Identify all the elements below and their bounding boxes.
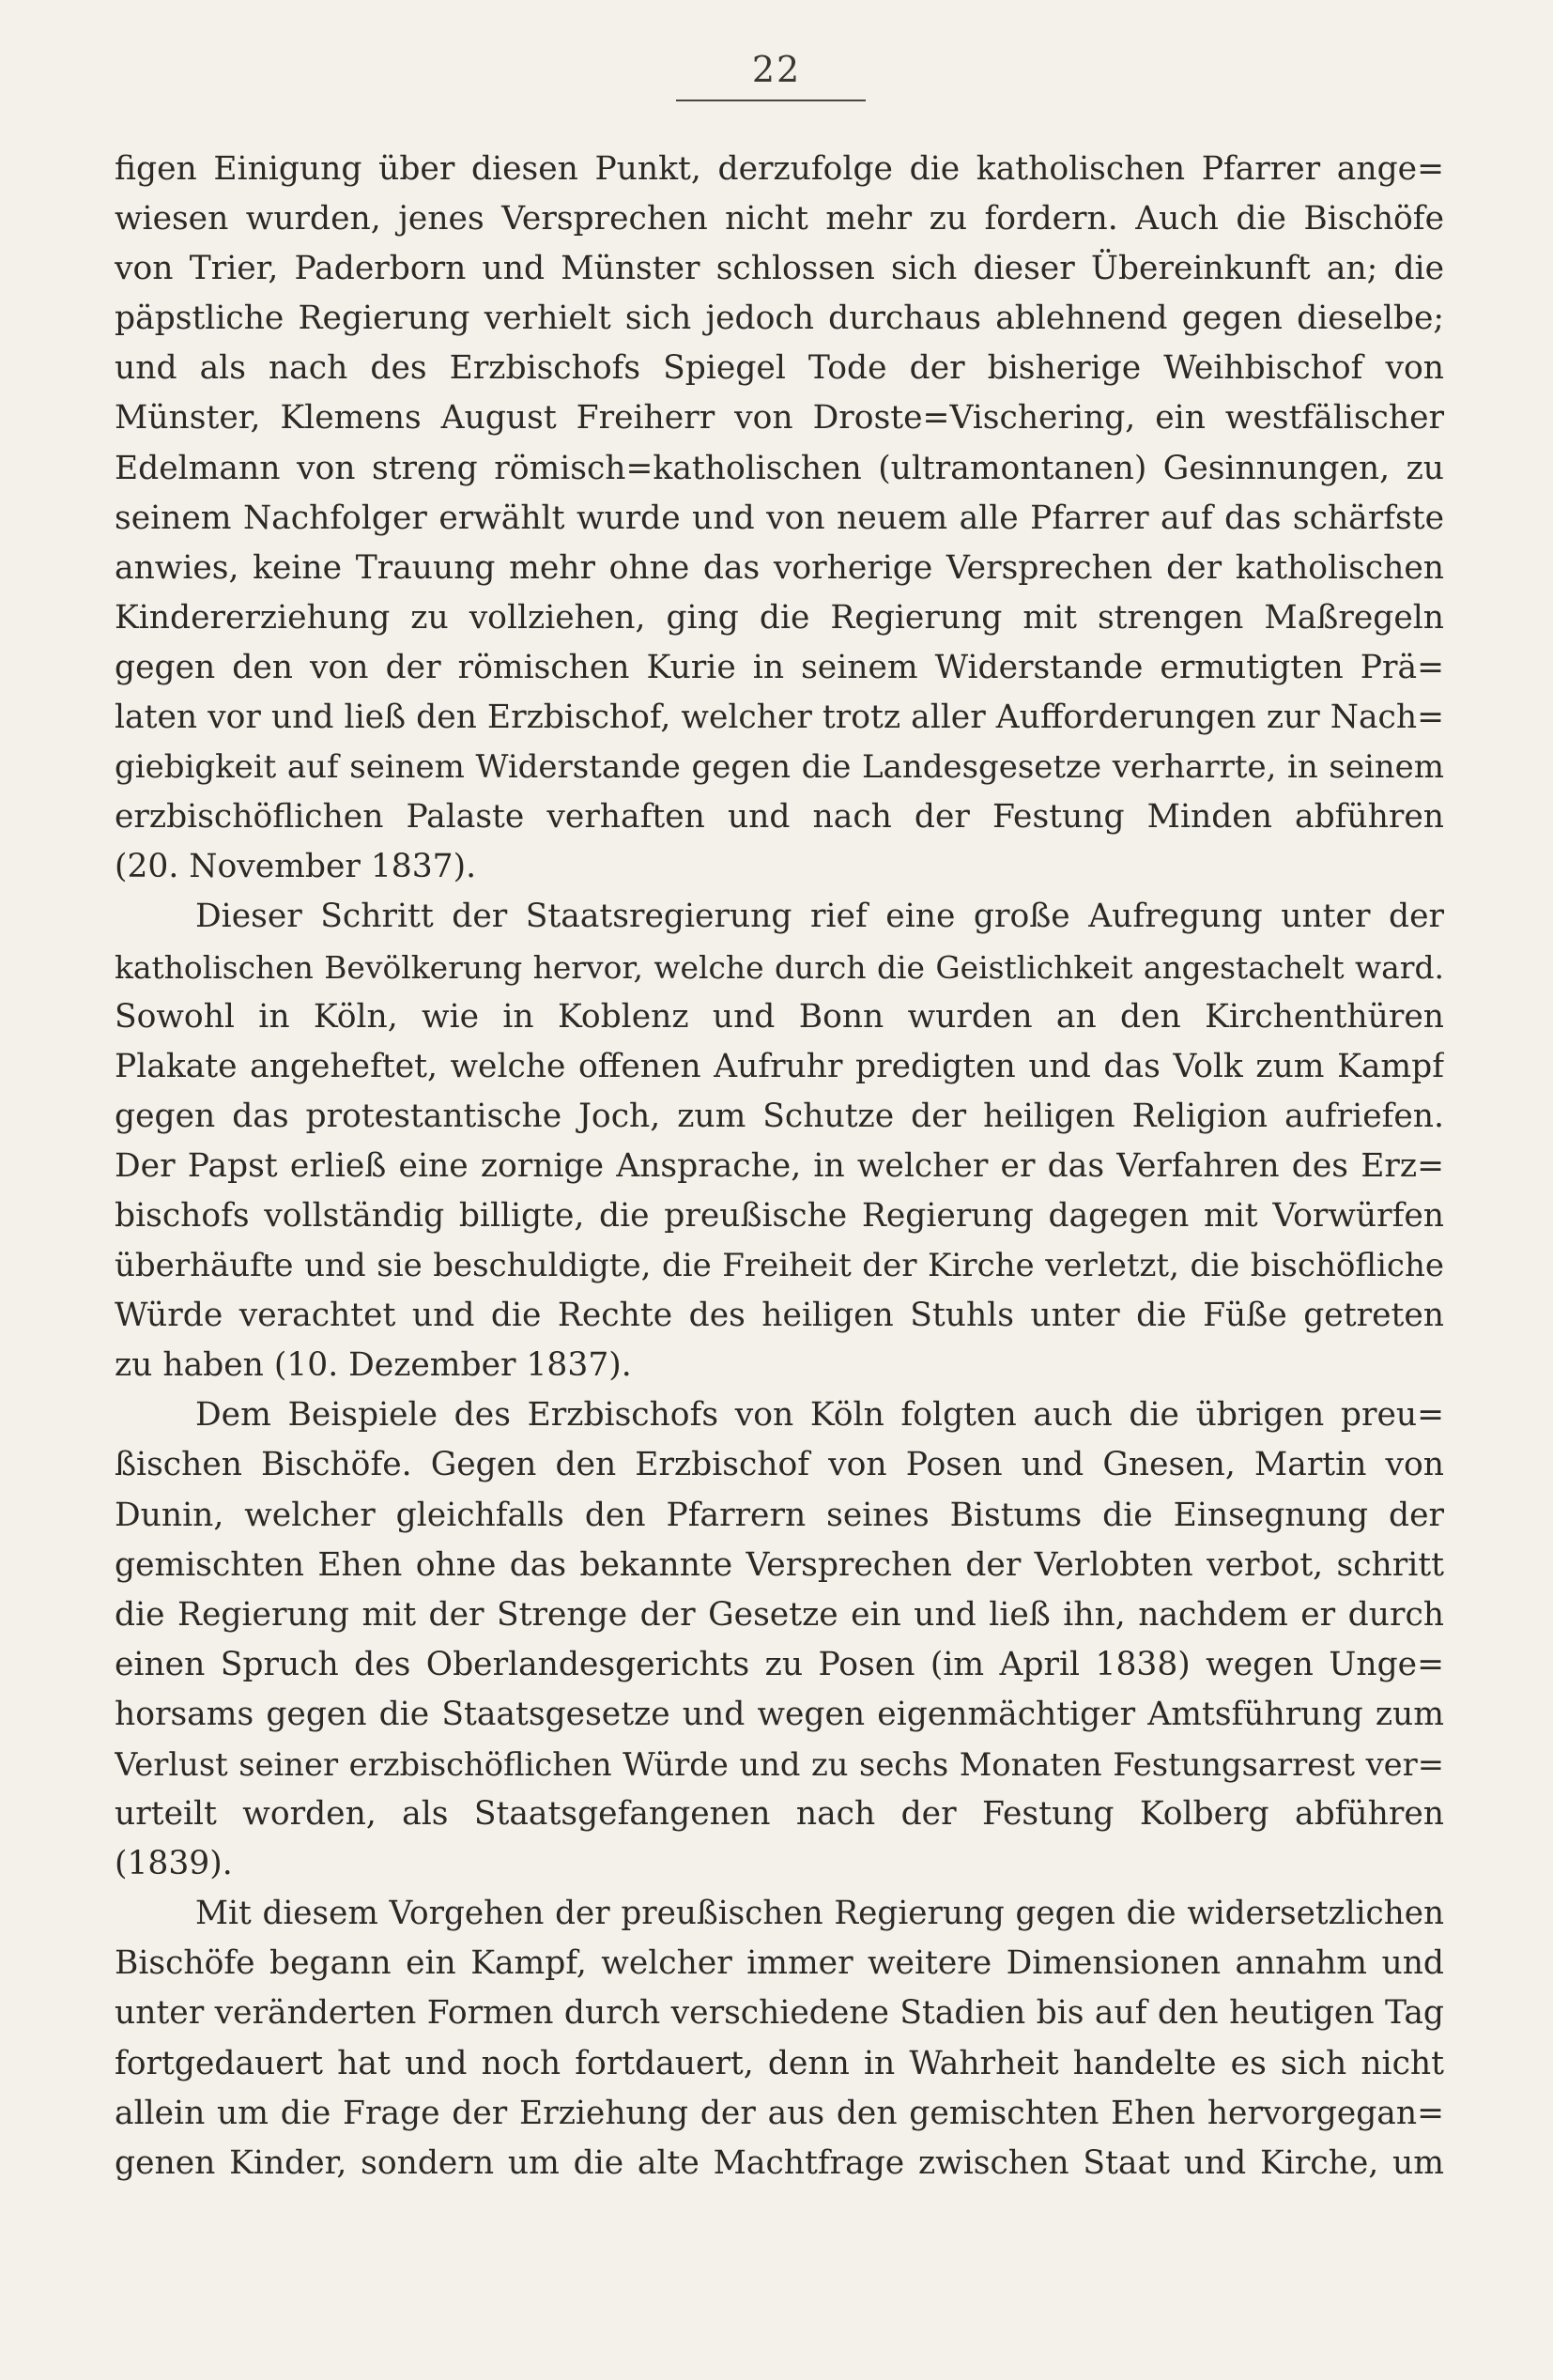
text-line: bischofs vollständig billigte, die preußische Regierung dagegen mit Vorwürfen <box>115 1196 1444 1235</box>
text-line: überhäufte und sie beschuldigte, die Freiheit der Kirche verletzt, die bischöfliche <box>115 1247 1444 1285</box>
text-line: seinem Nachfolger erwählt wurde und von neuem alle Pfarrer auf das schärfste <box>115 499 1444 537</box>
text-line: gemischten Ehen ohne das bekannte Versprechen der Verlobten verbot, schritt <box>115 1545 1444 1584</box>
text-line: allein um die Frage der Erziehung der aus den gemischten Ehen hervorgegan= <box>115 2094 1444 2132</box>
text-line: unter veränderten Formen durch verschiedene Stadien bis auf den heutigen Tag <box>115 1994 1444 2033</box>
text-line: laten vor und ließ den Erzbischof, welcher trotz aller Aufforderungen zur Nach= <box>115 699 1444 737</box>
text-line: Plakate angeheftet, welche offenen Aufruhr predigten und das Volk zum Kampf <box>115 1047 1444 1085</box>
text-line: Würde verachtet und die Rechte des heiligen Stuhls unter die Füße getreten <box>115 1297 1444 1335</box>
text-line: von Trier, Paderborn und Münster schlossen sich dieser Übereinkunft an; die <box>115 250 1444 288</box>
body-text <box>115 145 1444 2188</box>
text-line: Mit diesem Vorgehen der preußischen Regierung gegen die widersetzlichen <box>195 1895 1444 1933</box>
text-line: Bischöfe begann ein Kampf, welcher immer weitere Dimensionen annahm und <box>115 1944 1444 1983</box>
text-line: Edelmann von streng römisch=katholischen (ultramontanen) Gesinnungen, zu <box>115 449 1444 487</box>
text-line: Sowohl in Köln, wie in Koblenz und Bonn wurden an den Kirchenthüren <box>115 997 1444 1036</box>
text-line: zu haben (10. Dezember 1837). <box>115 1346 632 1385</box>
text-line: urteilt worden, als Staatsgefangenen nach der Festung Kolberg abführen <box>115 1795 1444 1834</box>
text-line: Kindererziehung zu vollziehen, ging die Regierung mit strengen Maßregeln <box>115 598 1444 637</box>
text-line: giebigkeit auf seinem Widerstande gegen die Landesgesetze verharrte, in seinem <box>115 748 1444 787</box>
text-line: Dunin, welcher gleichfalls den Pfarrern seines Bistums die Einsegnung der <box>115 1496 1444 1534</box>
text-line: katholischen Bevölkerung hervor, welche durch die Geistlichkeit angestachelt ward. <box>115 948 1444 986</box>
text-line: erzbischöflichen Palaste verhaften und nach der Festung Minden abführen <box>115 798 1444 837</box>
text-line: genen Kinder, sondern um die alte Machtfrage zwischen Staat und Kirche, um <box>115 2143 1444 2182</box>
text-line: gegen das protestantische Joch, zum Schutze der heiligen Religion aufriefen. <box>115 1097 1444 1135</box>
text-line: wiesen wurden, jenes Versprechen nicht mehr zu fordern. Auch die Bischöfe <box>115 200 1444 238</box>
header-rule <box>676 100 866 101</box>
text-line: ßischen Bischöfe. Gegen den Erzbischof von Posen und Gnesen, Martin von <box>115 1446 1444 1484</box>
text-line: Dieser Schritt der Staatsregierung rief eine große Aufregung unter der <box>195 898 1444 936</box>
text-line: anwies, keine Trauung mehr ohne das vorherige Versprechen der katholischen <box>115 548 1444 587</box>
text-line: päpstliche Regierung verhielt sich jedoch durchaus ablehnend gegen dieselbe; <box>115 299 1444 338</box>
text-line: und als nach des Erzbischofs Spiegel Tode der bisherige Weihbischof von <box>115 349 1444 388</box>
text-line: horsams gegen die Staatsgesetze und wegen eigenmächtiger Amtsführung zum <box>115 1695 1444 1733</box>
text-line: Der Papst erließ eine zornige Ansprache, in welcher er das Verfahren des Erz= <box>115 1146 1444 1185</box>
text-line: figen Einigung über diesen Punkt, derzufolge die katholischen Pfarrer ange= <box>115 150 1444 188</box>
text-line: gegen den von der römischen Kurie in seinem Widerstande ermutigten Prä= <box>115 648 1444 686</box>
page-number: 22 <box>751 49 802 90</box>
text-line: die Regierung mit der Strenge der Gesetze ein und ließ ihn, nachdem er durch <box>115 1595 1444 1634</box>
text-line: (20. November 1837). <box>115 848 477 886</box>
text-line: Verlust seiner erzbischöflichen Würde und zu sechs Monaten Festungsarrest ver= <box>115 1746 1444 1783</box>
text-line: einen Spruch des Oberlandesgerichts zu Posen (im April 1838) wegen Unge= <box>115 1645 1444 1683</box>
text-line: Dem Beispiele des Erzbischofs von Köln folgten auch die übrigen preu= <box>195 1396 1444 1435</box>
text-line: (1839). <box>115 1845 233 1883</box>
text-line: Münster, Klemens August Freiherr von Droste=Vischering, ein westfälischer <box>115 399 1444 438</box>
text-line: fortgedauert hat und noch fortdauert, denn in Wahrheit handelte es sich nicht <box>115 2044 1444 2082</box>
